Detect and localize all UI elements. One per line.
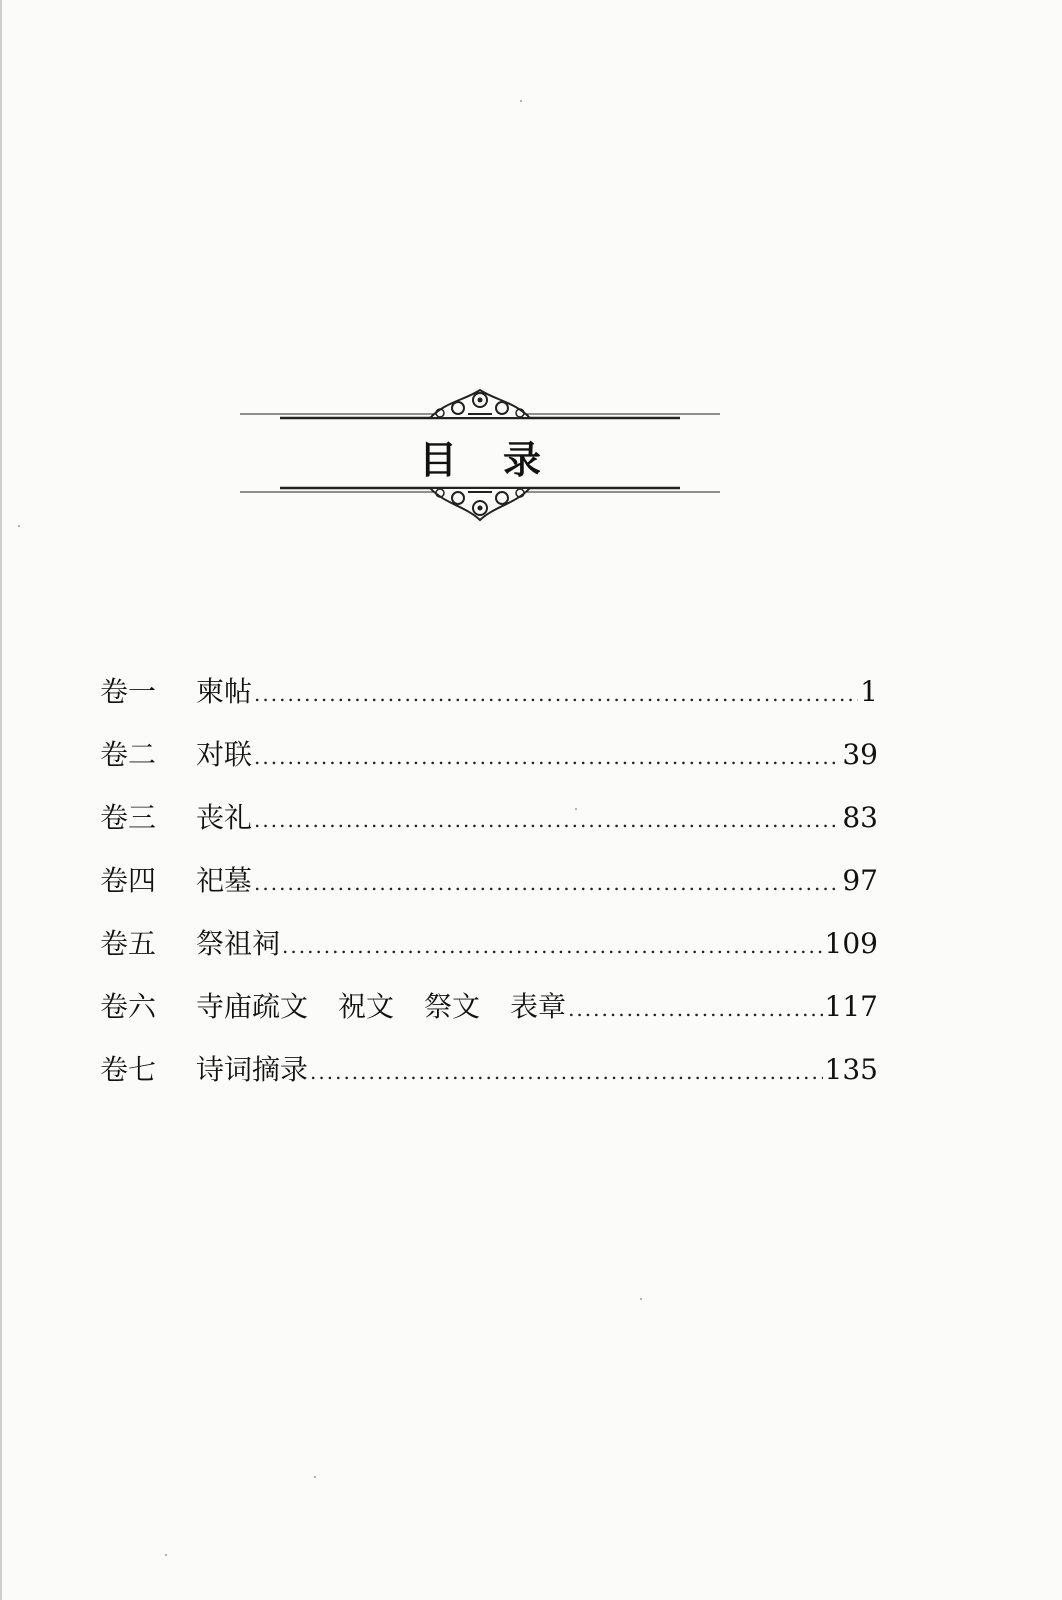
toc-entry[interactable] [100,670,878,733]
toc-entry[interactable] [100,796,878,859]
toc-page-number: 1 [860,675,878,708]
toc-section-title: 寺庙疏文 [196,990,309,1023]
toc-titles [196,922,280,962]
toc-titles [196,670,252,710]
toc-page-number: 117 [824,990,878,1023]
toc-section-title: 祭祖祠 [196,927,281,960]
toc-section-title: 祀墓 [196,864,253,897]
toc-dot-leader [254,808,840,832]
toc-dot-leader [254,871,840,895]
toc-titles [196,796,252,836]
toc-entry[interactable] [100,922,878,985]
scan-speck [640,1298,642,1300]
toc-section-title: 诗词摘录 [196,1053,309,1086]
scan-speck [575,808,577,810]
toc-section-title: 表章 [510,990,567,1023]
toc-titles [196,1048,308,1088]
title-char-2: 录 [503,437,542,482]
toc-page-number: 97 [842,864,878,897]
bottom-ornament-icon [240,480,720,540]
toc-section-title: 丧礼 [196,801,253,834]
toc-entry[interactable] [100,733,878,796]
toc-volume-label: 卷二 [100,738,157,771]
toc-dot-leader [310,1060,823,1084]
toc-dot-leader [568,997,822,1021]
table-of-contents [100,670,878,1111]
toc-volume-label: 卷四 [100,864,157,897]
toc-titles [196,733,252,773]
scan-speck [314,1476,316,1478]
toc-dot-leader [254,745,840,769]
toc-page-number: 39 [842,738,878,771]
toc-entry[interactable] [100,1048,878,1111]
toc-section-title: 对联 [196,738,253,771]
toc-titles [196,985,566,1025]
toc-section-title: 柬帖 [196,675,253,708]
toc-page-number: 109 [824,927,878,960]
scan-speck [520,100,522,102]
toc-volume-label: 卷一 [100,675,157,708]
toc-dot-leader [254,682,858,706]
toc-entry[interactable] [100,985,878,1048]
toc-page-number: 135 [824,1053,878,1086]
toc-page-number: 83 [842,801,878,834]
page-title [240,430,720,482]
toc-titles [196,859,252,899]
toc-entry[interactable] [100,859,878,922]
toc-section-title: 祝文 [338,990,395,1023]
toc-volume-label: 卷三 [100,801,157,834]
title-char-1: 目 [418,437,457,482]
toc-volume-label: 卷七 [100,1053,157,1086]
toc-section-title: 祭文 [424,990,481,1023]
toc-dot-leader [282,934,823,958]
page-edge [0,0,2,1600]
toc-volume-label: 卷五 [100,927,157,960]
toc-volume-label: 卷六 [100,990,157,1023]
scan-speck [165,1554,167,1556]
scan-speck [18,525,20,527]
